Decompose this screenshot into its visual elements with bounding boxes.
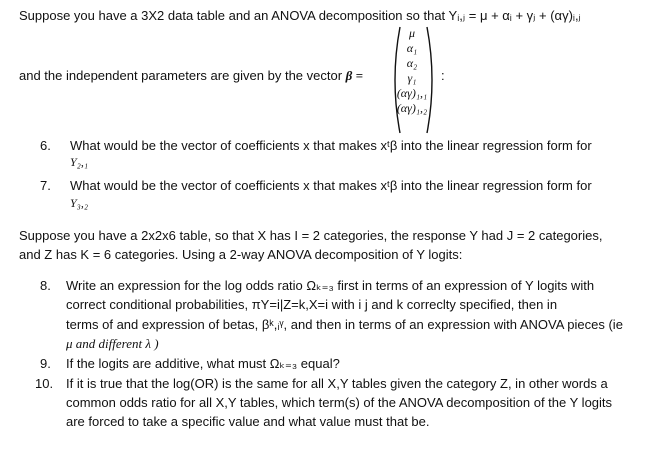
intro-text: Suppose you have a 3X2 data table and an ANOVA decomposition so that Yᵢ,ⱼ = μ + αᵢ + γⱼ + (αγ)ᵢ,ⱼ (19, 8, 581, 23)
vector-entry: (αγ)₁,₂ (396, 101, 428, 115)
q9-text: If the logits are additive, what must Ωₖ₌₃ equal? (66, 356, 340, 371)
para2-line1: Suppose you have a 2x2x6 table, so that X has I = 2 categories, the response Y had J = 2 categories, (19, 228, 603, 243)
vector-end: : (441, 68, 445, 83)
q6-sub: Y₂,₁ (70, 155, 89, 169)
vector-entry: γ₁ (407, 71, 417, 85)
q8-line1: Write an expression for the log odds ratio Ωₖ₌₃ first in terms of an expression of Y logits with (66, 278, 595, 293)
q9-number: 9. (40, 356, 51, 371)
q8-line3: terms of and expression of betas, βᵏ,ᵢᵞ, and then in terms of an expression with ANOVA pieces (ie (66, 317, 623, 332)
vector-entry: α₂ (406, 56, 418, 70)
beta-symbol: β = (345, 68, 363, 83)
q10-line3: are forced to take a specific value and what value must that be. (66, 414, 430, 429)
q8-line2: correct conditional probabilities, πY=i|Z=k,X=i with i j and k correclty specified, then in (66, 297, 558, 312)
q7-number: 7. (40, 178, 51, 193)
vector-intro: and the independent parameters are given by the vector β = (19, 68, 363, 83)
right-paren (425, 25, 439, 135)
q7-text: What would be the vector of coefficients x that makes xᵗβ into the linear regression form for (70, 178, 592, 193)
q6-number: 6. (40, 138, 51, 153)
q6-text: What would be the vector of coefficients x that makes xᵗβ into the linear regression form for (70, 138, 592, 153)
vector-entry: μ (408, 26, 416, 40)
q8-number: 8. (40, 278, 51, 293)
vector-entry: α₁ (406, 41, 418, 55)
q10-line2: common odds ratio for all X,Y tables, which term(s) of the ANOVA decomposition of the Y logits (66, 395, 613, 410)
intro-line (19, 8, 581, 24)
beta-vector (396, 26, 428, 116)
q7-sub: Y₃,₂ (70, 196, 89, 210)
vector-entry: (αγ)₁,₁ (396, 86, 428, 100)
q10-line1: If it is true that the log(OR) is the same for all X,Y tables given the category Z, in other words a (66, 376, 608, 391)
q10-number: 10. (35, 376, 54, 391)
para2-line2: and Z has K = 6 categories. Using a 2-way ANOVA decomposition of Y logits: (19, 247, 463, 262)
q8-line4: μ and different λ ) (66, 336, 159, 351)
